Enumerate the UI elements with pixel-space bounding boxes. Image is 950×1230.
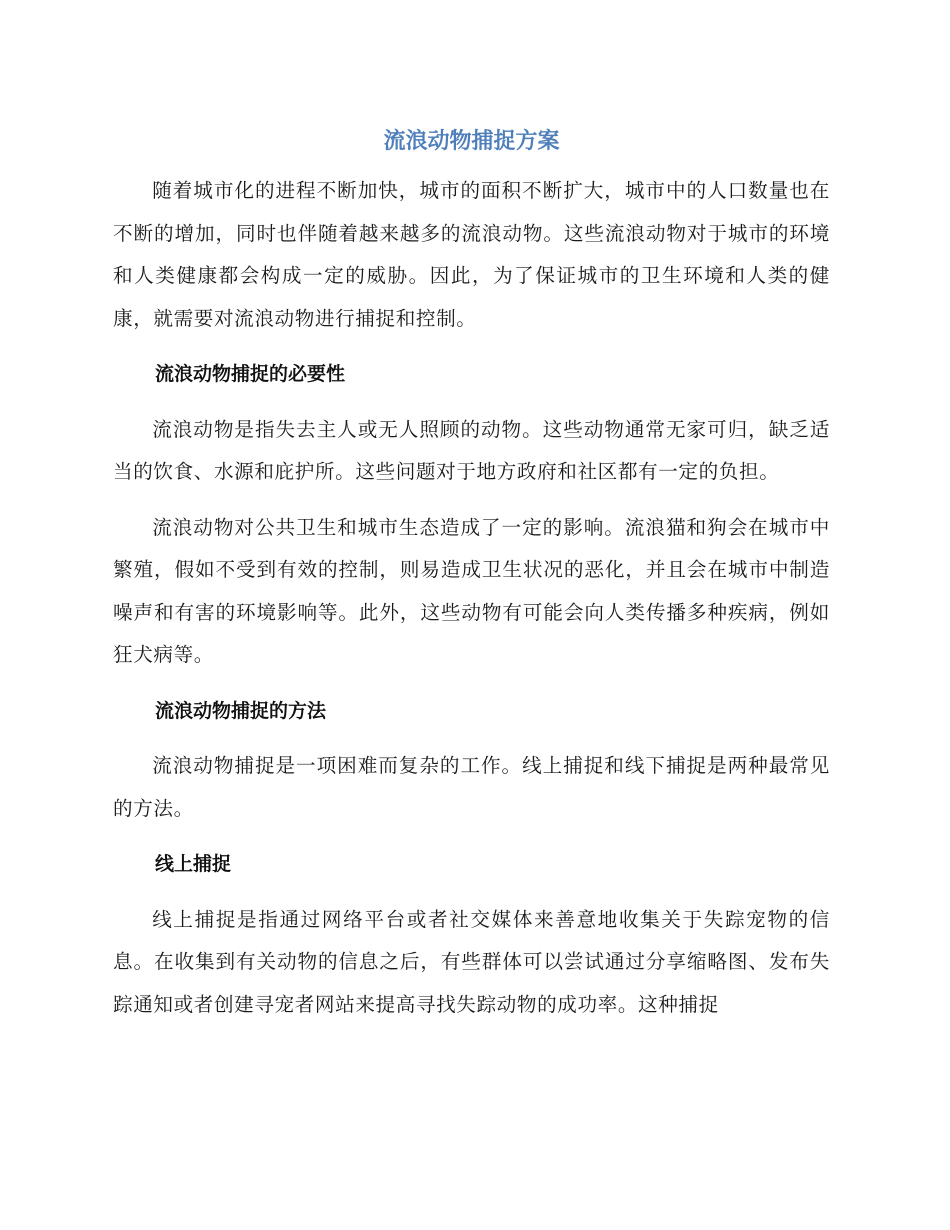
paragraph-definition: 流浪动物是指失去主人或无人照顾的动物。这些动物通常无家可归，缺乏适当的饮食、水源和庇护所。这些问题对于地方政府和社区都有一定的负担。 bbox=[113, 417, 830, 483]
section-heading-methods: 流浪动物捕捉的方法 bbox=[155, 699, 327, 722]
intro-paragraph: 随着城市化的进程不断加快，城市的面积不断扩大，城市中的人口数量也在不断的增加，同时也伴随着越来越多的流浪动物。这些流浪动物对于城市的环境和人类健康都会构成一定的威胁。因此，为了保证城市的卫生环境和人类的健康，就需要对流浪动物进行捕捉和控制。 bbox=[113, 179, 830, 330]
paragraph-methods: 流浪动物捕捉是一项困难而复杂的工作。线上捕捉和线下捕捉是两种最常见的方法。 bbox=[113, 754, 830, 820]
paragraph-online-capture: 线上捕捉是指通过网络平台或者社交媒体来善意地收集关于失踪宠物的信息。在收集到有关动物的信息之后，有些群体可以尝试通过分享缩略图、发布失踪通知或者创建寻宠者网站来提高寻找失踪动物的成功率。这种捕捉 bbox=[113, 907, 830, 1016]
paragraph-impact: 流浪动物对公共卫生和城市生态造成了一定的影响。流浪猫和狗会在城市中繁殖，假如不受到有效的控制，则易造成卫生状况的恶化，并且会在城市中制造噪声和有害的环境影响等。此外，这些动物有可能会向人类传播多种疾病，例如狂犬病等。 bbox=[113, 515, 830, 666]
document-title: 流浪动物捕捉方案 bbox=[383, 129, 560, 154]
section-heading-online-capture: 线上捕捉 bbox=[155, 853, 232, 875]
section-heading-necessity: 流浪动物捕捉的必要性 bbox=[155, 363, 346, 385]
document-body bbox=[113, 120, 830, 1026]
